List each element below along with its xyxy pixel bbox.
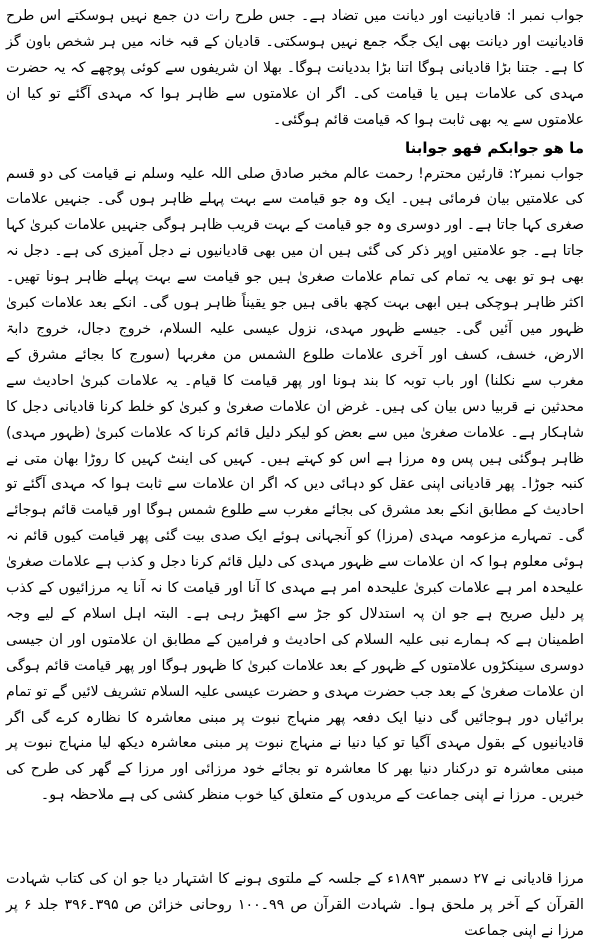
footnote-paragraph: مرزا قادیانی نے ۲۷ دسمبر ۱۸۹۳ء کے جلسہ کے ملتوی ہونے کا اشتہار دیا جو ان کی کتاب شہادت القرآن کے آخر پر ملحق ہوا۔ شہادت القرآن ص ۹۹۔۱۰۰ روحانی خزائن ص ۳۹۵۔۳۹۶ جلد ۶ پر مرزا نے اپنی جماعت	[6, 871, 584, 939]
answer-two-paragraph: جواب نمبر۲: قارئین محترم! رحمت عالم مخبر صادق صلی اللہ علیہ وسلم نے قیامت کی دو قسم کی علامتیں بیان فرمائی ہیں۔ ایک وہ جو قیامت سے بہت پہلے ظاہر ہوں گی۔ جنہیں علامات صغری کہا جاتا ہے۔ اور دوسری وہ جو قیامت کے بہت قریب ظاہر ہوگی جنہیں علامات کبریٰ کہا جاتا ہے۔ جو علامتیں اوپر ذکر کی گئی ہیں ان میں بھی قادیانیوں نے دجل آمیزی کی ہے۔ دجل نہ بھی ہو تو بھی یہ تمام کی تمام علامات صغریٰ ہیں جو قیامت سے بہت پہلے ظاہر ہونا تھیں۔ اکثر ظاہر ہوچکی ہیں ابھی بہت کچھ باقی ہیں جو یقیناً ظاہر ہوں گی۔ انکے بعد علامات کبریٰ ظہور میں آئیں گی۔ جیسے ظہور مہدی، نزول عیسی علیہ السلام، خروج دجال، خروج دابۃ الارض، خسف، کسف اور آخری علامات طلوع الشمس من مغربہا (سورج کا بجائے مشرق کے مغرب سے نکلنا) اور باب توبہ کا بند ہونا اور پھر قیامت کا قیام۔ یہ علامات کبریٰ احادیث سے محدثین نے قربیا دس بیان کی ہیں۔ غرض ان علامات صغریٰ و کبریٰ کو خلط کرنا قادیانی دجل کا شاہکار ہے۔ علامات صغریٰ میں سے بعض کو لیکر دلیل قائم کرنا کہ علامات کبریٰ (ظہور مہدی) ظاہر ہوگئی ہیں پس وہ مرزا ہے اس کو کہتے ہیں۔ کہیں کی اینٹ کہیں کا روڑا بھان متی نے کنبہ جوڑا۔ پھر قادیانی اپنی عقل کو دہائی دیں کہ اگر ان علامات سے ثابت ہوا کہ مہدی آگئے تو احادیث کے مطابق انکے بعد مشرق کی بجائے مغرب سے طلوع شمس ہوگا اور قیامت قائم ہوجائے گی۔ تمہارے مزعومہ مہدی (مرزا) کو آنجہانی ہوئے ایک صدی بیت گئی پھر قیامت کیوں قائم نہ ہوئی معلوم ہوا کہ ان علامات سے ظہور مہدی کی دلیل قائم کرنا دجل و کذب ہے علامات صغریٰ علیحدہ امر ہے علامات کبریٰ علیحدہ امر ہے مہدی کا آنا اور قیامت کا نہ آنا یہ مرزائیوں کے کذب پر دلیل صریح ہے جو ان پہ استدلال کو جڑ سے اکھیڑ رہی ہے۔ البتہ اہل اسلام کے لیے وجہ اطمینان ہے کہ ہمارے نبی علیہ السلام کی احادیث و فرامین کے مطابق ان علامتوں اور ان جیسی دوسری سینکڑوں علامتوں کے ظہور کے بعد علامات کبریٰ کا ظہور ہوگا اور پھر قیامت قائم ہوگی ان علامات صغریٰ کے بعد جب حضرت مہدی و حضرت عیسی علیہ السلام تشریف لائیں گے تو تمام برائیاں دور ہوجائیں گی دنیا ایک دفعہ پھر منہاج نبوت پر مبنی معاشرہ کا نظارہ کرے گی اگر قادیانیوں کے بقول مہدی آگیا تو کیا دنیا نے منہاج نبوت پر مبنی معاشرہ دیکھ لیا منہاج نبوت پر مبنی معاشرہ تو درکنار دنیا بھر کا معاشرہ تو بجائے خود مرزائی اور مرزا کے گھر کی طرح کی خبریں۔ مرزا نے اپنی جماعت کے مریدوں کے متعلق کیا خوب منظر کشی کی ہے ملاحظہ ہو۔	[6, 165, 584, 804]
section-gap	[6, 809, 584, 867]
answer-one-paragraph: جواب نمبر ا: قادیانیت اور دیانت میں تضاد ہے۔ جس طرح رات دن جمع نہیں ہوسکتے اس طرح قادیانیت اور دیانت بھی ایک جگہ جمع نہیں ہوسکتی۔ قادیان کے قبہ خانہ میں ہر شخص باون گز کا ہے۔ جتنا بڑا قادیانی ہوگا اتنا بڑا بددیانت ہوگا۔ بھلا ان شریفوں سے کوئی پوچھے کہ یہ حضرت مہدی کی علامات ہیں یا قیامت کی۔ اگر ان علامتوں سے ظاہر ہوا کہ مہدی آگئے تو کیا ان علامتوں سے یہ بھی ثابت ہوا کہ قیامت قائم ہوگئی۔	[6, 8, 584, 128]
section-heading: ما ھو جوابکم فھو جوابنا	[405, 138, 584, 157]
